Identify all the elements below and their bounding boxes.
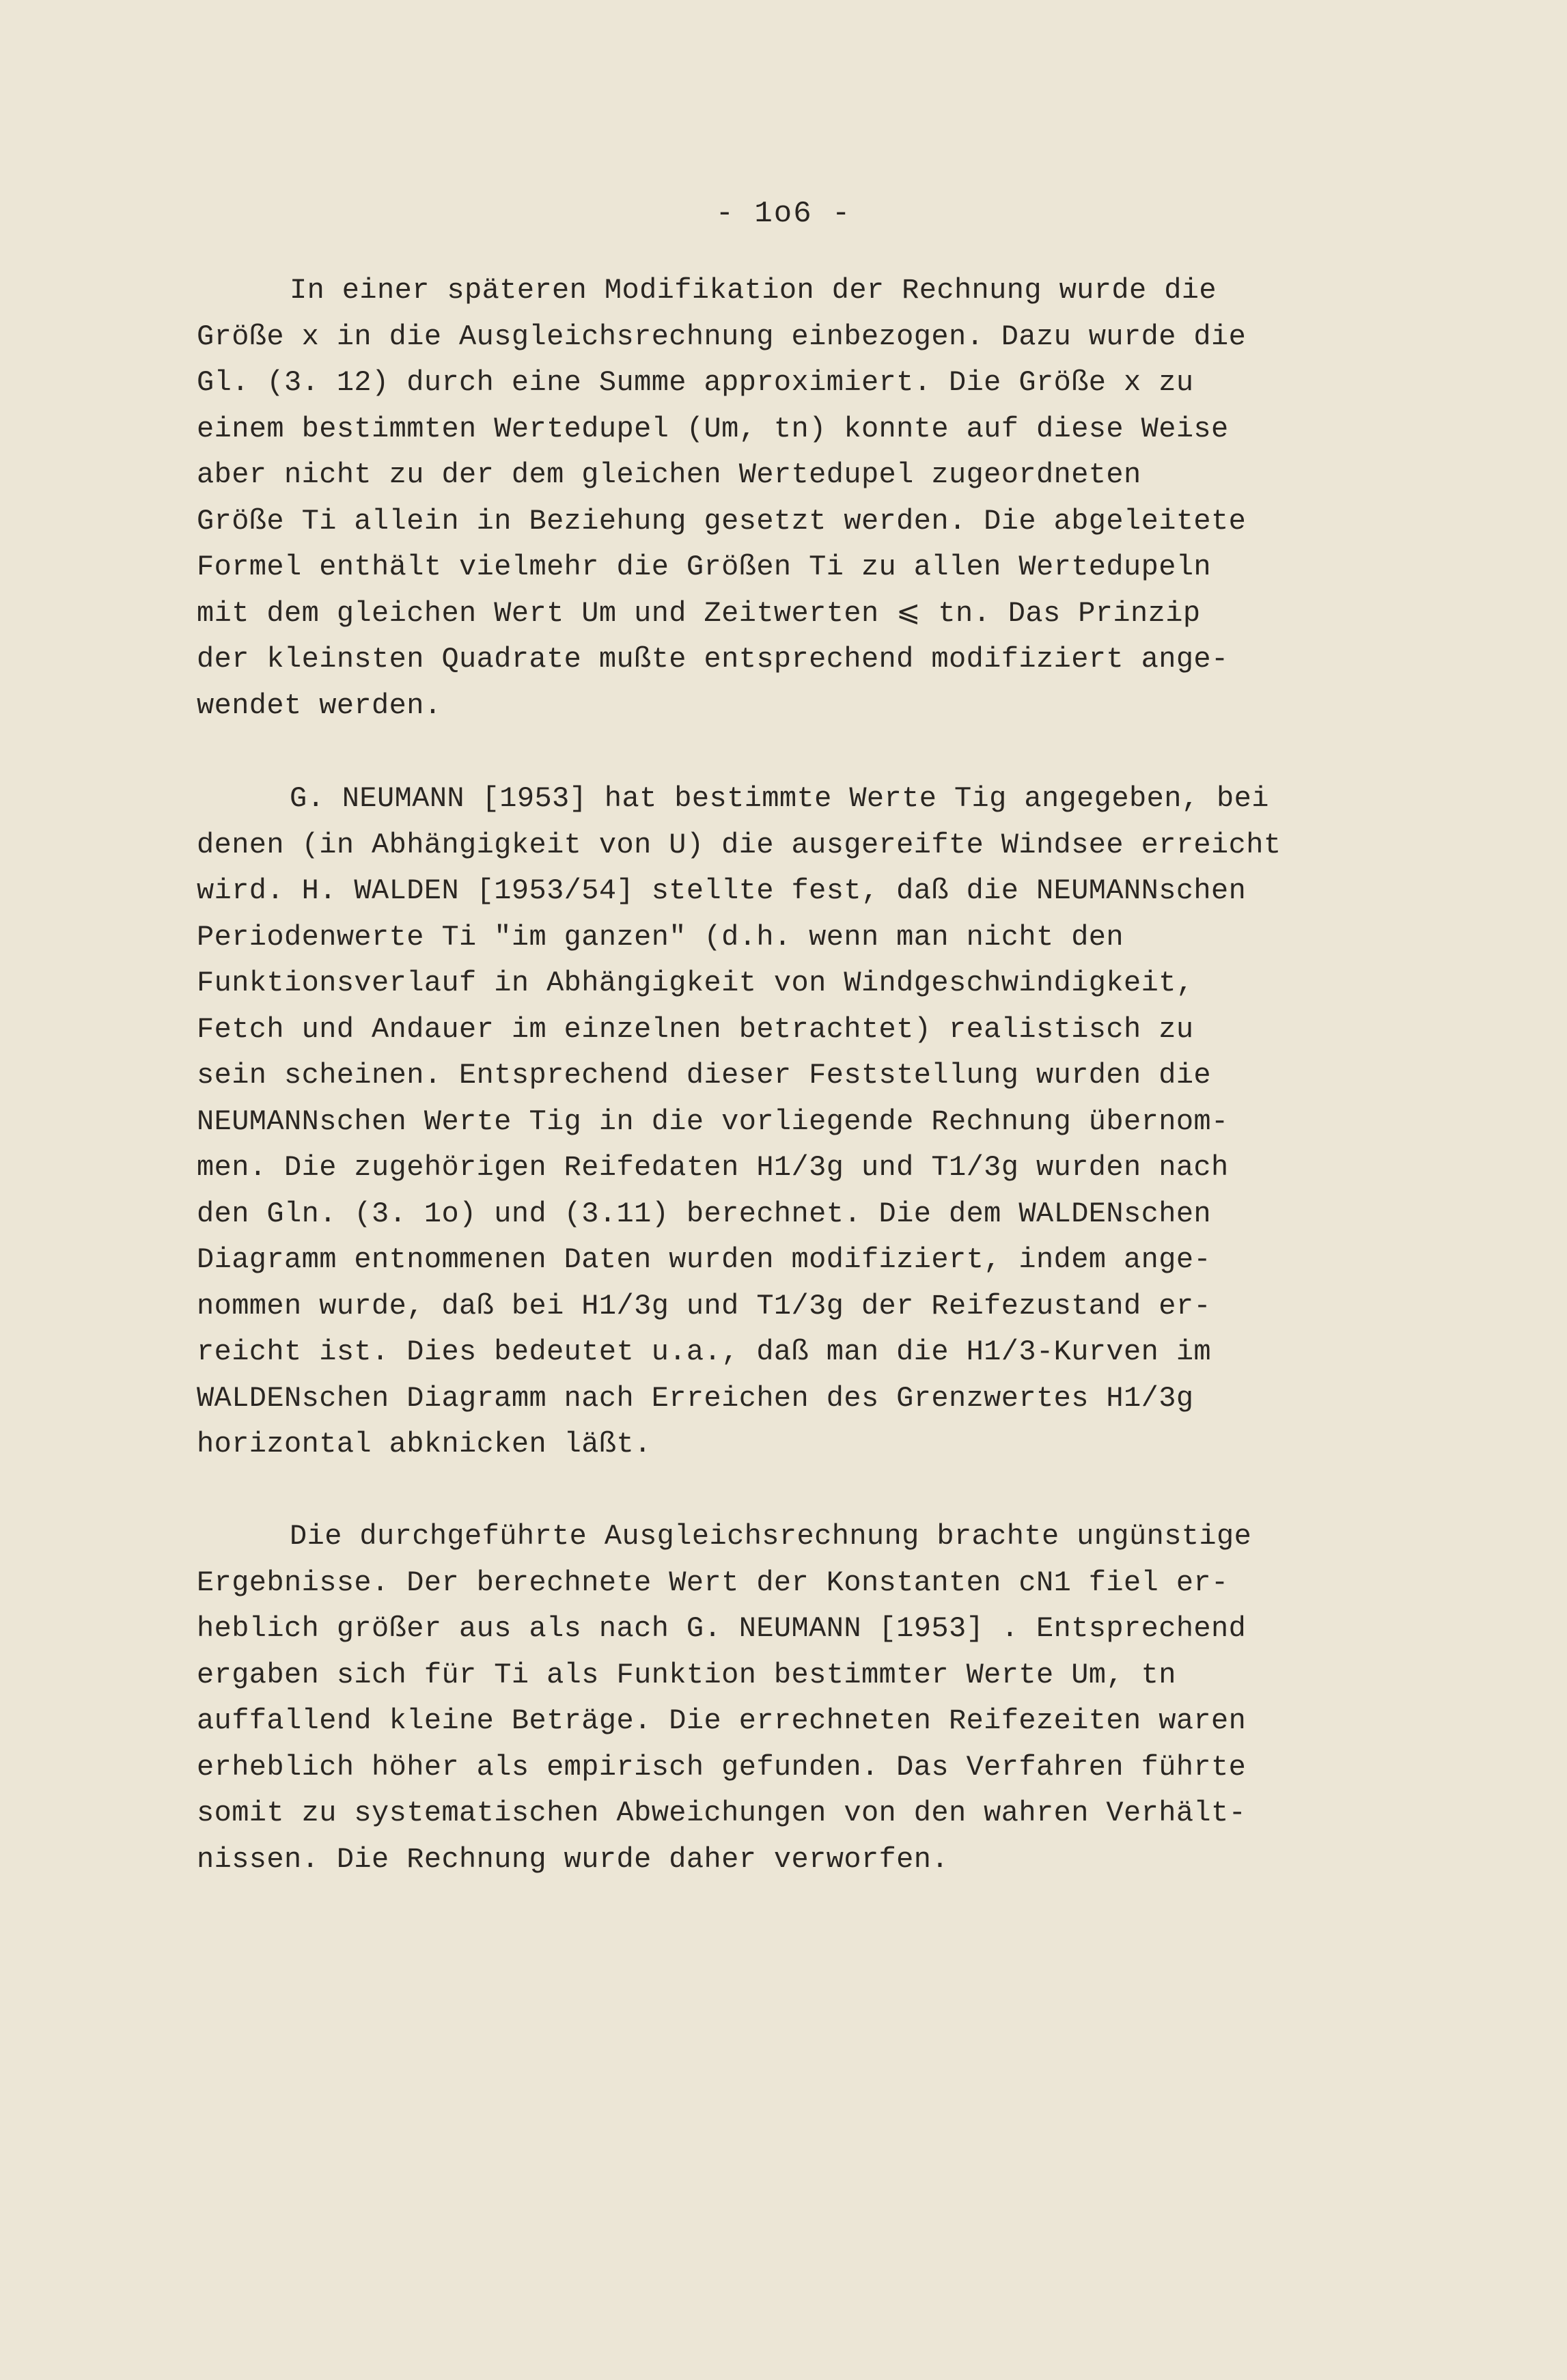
text-line: In einer späteren Modifikation der Rechnung wurde die — [290, 274, 1217, 307]
text-line: Fetch und Andauer im einzelnen betrachtet) realistisch zu — [197, 1012, 1194, 1046]
text-line: G. NEUMANN [1953] hat bestimmte Werte Tig angegeben, bei — [290, 782, 1269, 815]
text-line: sein scheinen. Entsprechend dieser Feststellung wurden die — [197, 1059, 1212, 1092]
text-line: wird. H. WALDEN [1953/54] stellte fest, daß die NEUMANNschen — [197, 874, 1247, 907]
text-line: Funktionsverlauf in Abhängigkeit von Windgeschwindigkeit, — [197, 967, 1194, 999]
page-number: - 1o6 - — [715, 197, 852, 231]
paragraph-1 — [197, 268, 1399, 729]
paragraph-3 — [197, 1514, 1399, 1883]
text-line: Diagramm entnommenen Daten wurden modifiziert, indem ange- — [197, 1243, 1212, 1276]
text-line: Die durchgeführte Ausgleichsrechnung brachte ungünstige — [290, 1520, 1252, 1553]
text-line: Periodenwerte Ti "im ganzen" (d.h. wenn man nicht den — [197, 920, 1124, 954]
text-line: mit dem gleichen Wert Um und Zeitwerten ⩽ tn. Das Prinzip — [197, 596, 1201, 630]
text-line: nommen wurde, daß bei H1/3g und T1/3g der Reifezustand er- — [197, 1289, 1212, 1323]
text-line: ergaben sich für Ti als Funktion bestimmter Werte Um, tn — [197, 1658, 1176, 1691]
text-line: den Gln. (3. 1o) und (3.11) berechnet. Die dem WALDENschen — [197, 1197, 1212, 1230]
text-line: horizontal abknicken läßt. — [197, 1428, 652, 1461]
text-line: Formel enthält vielmehr die Größen Ti zu allen Wertedupeln — [197, 551, 1212, 583]
text-line: heblich größer aus als nach G. NEUMANN [1953] . Entsprechend — [197, 1612, 1247, 1645]
text-line: aber nicht zu der dem gleichen Wertedupel zugeordneten — [197, 458, 1141, 491]
text-line: reicht ist. Dies bedeutet u.a., daß man die H1/3-Kurven im — [197, 1336, 1212, 1368]
text-line: denen (in Abhängigkeit von U) die ausgereifte Windsee erreicht — [197, 828, 1281, 861]
text-line: auffallend kleine Beträge. Die errechneten Reifezeiten waren — [197, 1704, 1247, 1737]
text-line: wendet werden. — [197, 689, 442, 722]
text-line: somit zu systematischen Abweichungen von den wahren Verhält- — [197, 1797, 1247, 1829]
paragraph-2 — [197, 776, 1399, 1468]
text-line: erheblich höher als empirisch gefunden. Das Verfahren führte — [197, 1750, 1247, 1784]
text-line: Gl. (3. 12) durch eine Summe approximiert. Die Größe x zu — [197, 366, 1194, 399]
text-line: der kleinsten Quadrate mußte entsprechend modifiziert ange- — [197, 643, 1229, 676]
text-line: NEUMANNschen Werte Tig in die vorliegende Rechnung übernom- — [197, 1105, 1229, 1138]
text-line: men. Die zugehörigen Reifedaten H1/3g und T1/3g wurden nach — [197, 1151, 1229, 1184]
text-line: nissen. Die Rechnung wurde daher verworfen. — [197, 1842, 949, 1876]
text-line: einem bestimmten Wertedupel (Um, tn) konnte auf diese Weise — [197, 412, 1229, 445]
text-line: Größe Ti allein in Beziehung gesetzt werden. Die abgeleitete — [197, 504, 1247, 538]
text-line: WALDENschen Diagramm nach Erreichen des Grenzwertes H1/3g — [197, 1381, 1194, 1415]
text-line: Ergebnisse. Der berechnete Wert der Konstanten cN1 fiel er- — [197, 1566, 1229, 1599]
text-line: Größe x in die Ausgleichsrechnung einbezogen. Dazu wurde die — [197, 320, 1247, 353]
